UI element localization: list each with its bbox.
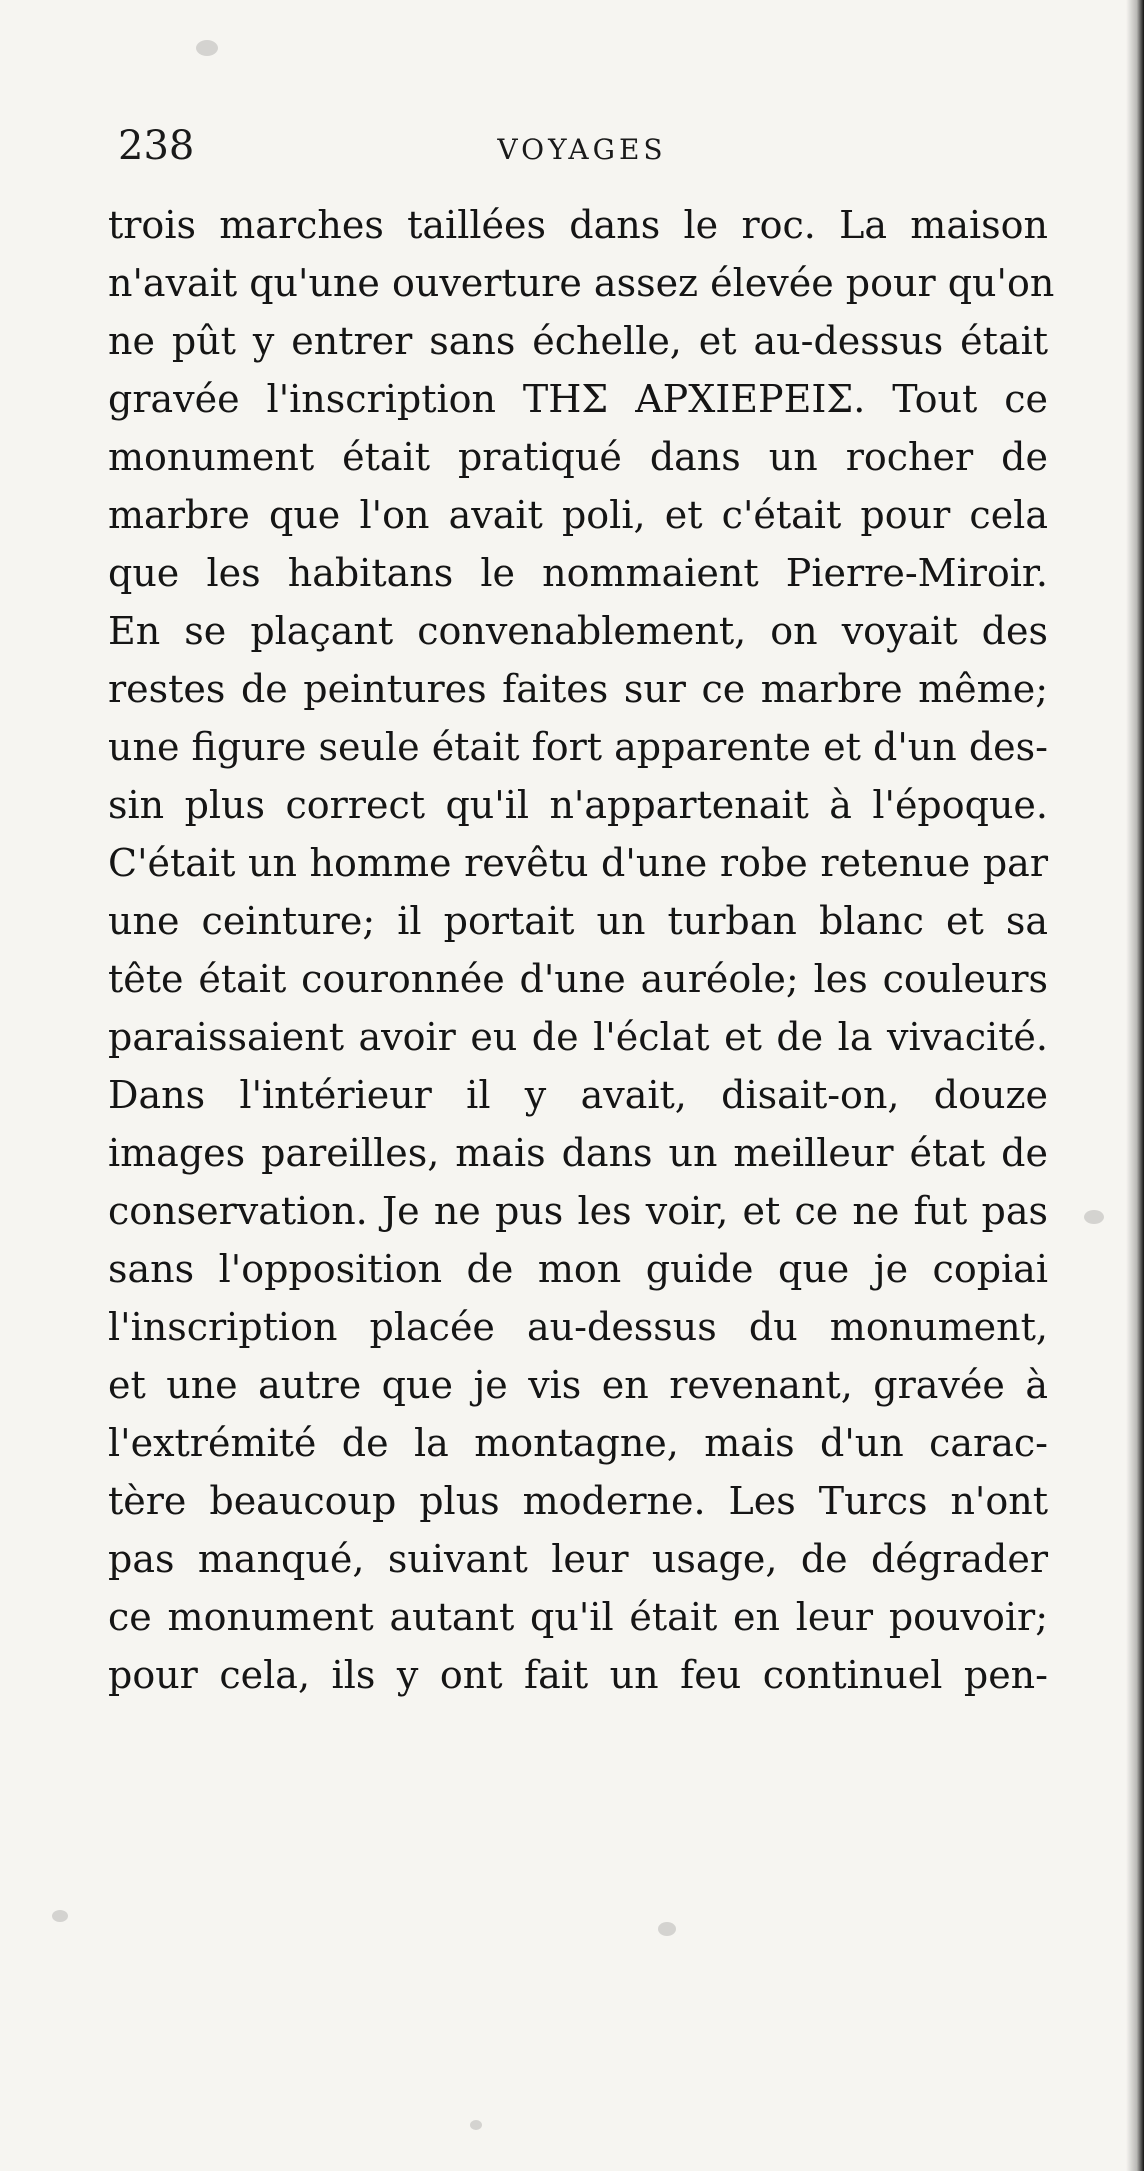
- text-line: n'avait qu'une ouverture assez élevée pour qu'on: [108, 261, 1055, 305]
- text-line: ne pût y entrer sans échelle, et au-dessus était: [108, 319, 1048, 363]
- paper-speck: [196, 40, 218, 56]
- paper-speck: [1084, 1210, 1104, 1224]
- paper-speck: [470, 2120, 482, 2130]
- text-line: En se plaçant convenablement, on voyait des: [108, 609, 1048, 653]
- running-head: VOYAGES: [497, 133, 667, 166]
- text-line: l'extrémité de la montagne, mais d'un carac-: [108, 1421, 1048, 1465]
- text-line: pas manqué, suivant leur usage, de dégrader: [108, 1537, 1048, 1581]
- text-line: monument était pratiqué dans un rocher de: [108, 435, 1048, 479]
- text-line: tête était couronnée d'une auréole; les couleurs: [108, 957, 1048, 1001]
- text-line: paraissaient avoir eu de l'éclat et de la vivacité.: [108, 1015, 1048, 1059]
- text-line: sans l'opposition de mon guide que je copiai: [108, 1247, 1048, 1291]
- text-line: images pareilles, mais dans un meilleur état de: [108, 1131, 1048, 1175]
- page-header: [118, 118, 1046, 174]
- text-line: marbre que l'on avait poli, et c'était pour cela: [108, 493, 1048, 537]
- text-line: gravée l'inscription ΤΗΣ ΑΡΧΙΕΡΕΙΣ. Tout ce: [108, 377, 1048, 421]
- text-line: que les habitans le nommaient Pierre-Miroir.: [108, 551, 1048, 595]
- body-text: [108, 196, 1055, 1704]
- page-edge-shadow: [1126, 0, 1144, 2171]
- text-line: une figure seule était fort apparente et d'un des-: [108, 725, 1048, 769]
- text-line: pour cela, ils y ont fait un feu continuel pen-: [108, 1653, 1048, 1697]
- text-line: trois marches taillées dans le roc. La maison: [108, 203, 1048, 247]
- text-line: tère beaucoup plus moderne. Les Turcs n'ont: [108, 1479, 1048, 1523]
- text-line: Dans l'intérieur il y avait, disait-on, douze: [108, 1073, 1048, 1117]
- text-line: ce monument autant qu'il était en leur pouvoir;: [108, 1595, 1048, 1639]
- text-line: et une autre que je vis en revenant, gravée à: [108, 1363, 1048, 1407]
- text-line: une ceinture; il portait un turban blanc et sa: [108, 899, 1048, 943]
- page-number: 238: [118, 123, 195, 169]
- text-line: C'était un homme revêtu d'une robe retenue par: [108, 841, 1048, 885]
- text-line: l'inscription placée au-dessus du monument,: [108, 1305, 1048, 1349]
- text-line: conservation. Je ne pus les voir, et ce ne fut pas: [108, 1189, 1048, 1233]
- text-line: restes de peintures faites sur ce marbre même;: [108, 667, 1048, 711]
- text-line: sin plus correct qu'il n'appartenait à l'époque.: [108, 783, 1048, 827]
- paper-speck: [52, 1910, 68, 1922]
- paper-speck: [658, 1922, 676, 1936]
